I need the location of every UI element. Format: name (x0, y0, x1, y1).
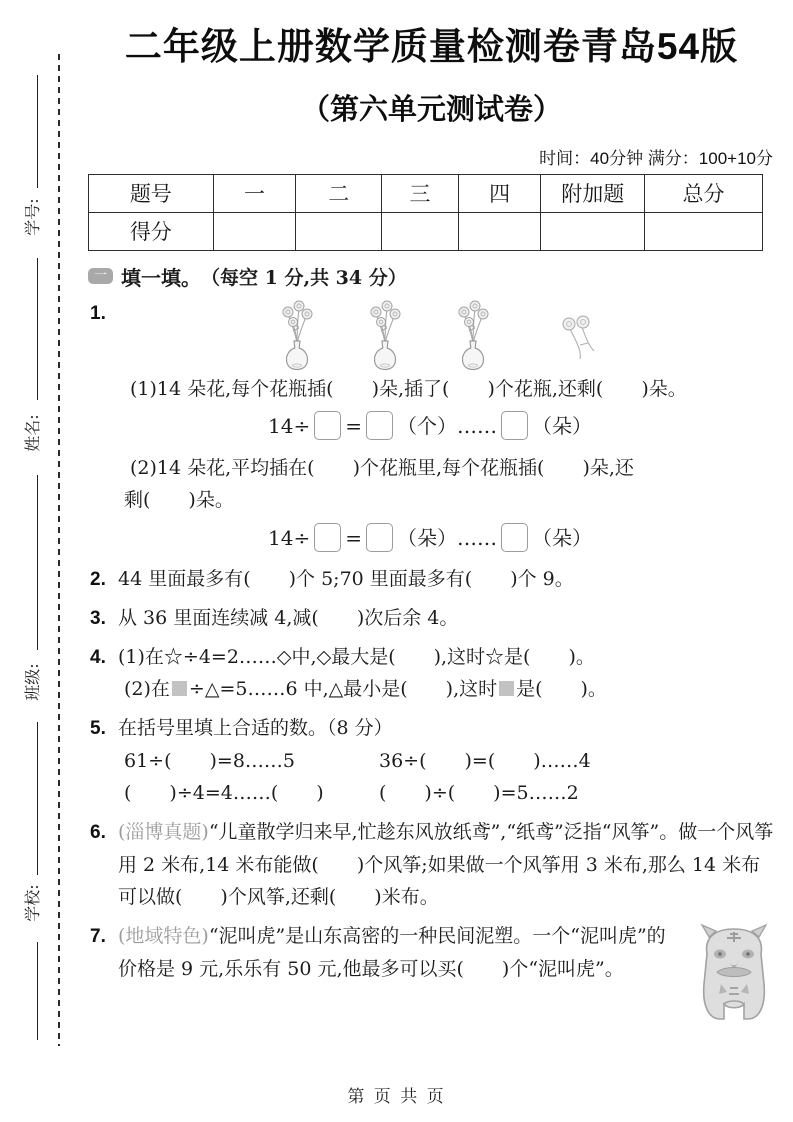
score-cell (382, 212, 459, 250)
q5-equation: ( )÷( )=5……2 (379, 782, 579, 805)
question-number: 4. (90, 646, 106, 668)
loose-flowers-image (556, 311, 598, 361)
flower-vase-image (454, 299, 492, 371)
clay-tiger-illustration (693, 922, 775, 1028)
q5-equation: 61÷( )=8……5 (124, 749, 296, 772)
q1-division-equation-1 (268, 409, 775, 443)
q4-line1: (1)在☆÷4=2……◇中,◇最大是( ),这时☆是( )。 (118, 645, 595, 668)
student-id-label: 学号: (23, 198, 42, 236)
score-table-score-row (89, 212, 763, 250)
score-table (88, 174, 763, 251)
eq-text: = (345, 525, 362, 550)
q5-equation: ( )÷4=4……( ) (124, 782, 324, 805)
paper-subtitle: （第六单元测试卷） (300, 93, 562, 126)
flower-vase-image (278, 299, 316, 371)
student-name-label: 姓名: (23, 414, 42, 452)
answer-box (501, 523, 528, 552)
eq-text: = (345, 414, 362, 439)
blank-line (37, 942, 38, 1040)
question-3 (88, 602, 775, 635)
q7-text: “泥叫虎”是山东高密的一种民间泥塑。一个“泥叫虎”的价格是 9 元,乐乐有 50 元,他最多可以买( )个“泥叫虎”。 (118, 925, 666, 980)
score-cell (296, 212, 382, 250)
flower-vase-image (366, 299, 404, 371)
col-part-2: 二 (296, 174, 382, 212)
q1-division-equation-2 (268, 521, 775, 555)
q6-source-tag: (淄博真题) (118, 821, 209, 844)
eq-text: （个）…… (396, 414, 497, 439)
question-5 (88, 712, 775, 810)
q4-line2-text: (2)在 (124, 678, 170, 701)
q6-text: “儿童散学归来早,忙趁东风放纸鸢”,“纸鸢”泛指“风筝”。做一个风筝用 2 米布,14 米布能做( )个风筝;如果做一个风筝用 3 米布,那么 14 米布可以做( )个风筝,还剩( )米布。 (118, 821, 774, 909)
question-number: 2. (90, 569, 106, 591)
score-cell (458, 212, 541, 250)
answer-box (314, 411, 341, 440)
test-paper (88, 0, 775, 1030)
question-2 (88, 563, 775, 596)
eq-text: （朵）…… (396, 525, 497, 550)
gray-square-icon (499, 681, 514, 696)
section-1-header (88, 262, 775, 291)
answer-box (501, 411, 528, 440)
question-1 (88, 297, 775, 556)
score-cell (541, 212, 645, 250)
q3-text: 从 36 里面连续减 4,减( )次后余 4。 (118, 607, 459, 630)
eq-text: （朵） (531, 525, 592, 550)
q5-instruction: 在括号里填上合适的数。（8 分） (118, 717, 393, 740)
eq-text: （朵） (531, 414, 592, 439)
q1-part1-text: (1)14 朵花,每个花瓶插( )朵,插了( )个花瓶,还剩( )朵。 (130, 377, 687, 400)
q2-text: 44 里面最多有( )个 5;70 里面最多有( )个 9。 (118, 568, 574, 591)
col-part-3: 三 (382, 174, 459, 212)
answer-box (314, 523, 341, 552)
question-number: 1. (90, 302, 106, 324)
col-part-4: 四 (458, 174, 541, 212)
question-number: 6. (90, 822, 106, 844)
answer-box (366, 411, 393, 440)
fold-dashed-line (58, 54, 60, 1046)
eq-text: 14÷ (268, 414, 311, 439)
section-title: 填一填。 (121, 265, 201, 290)
q4-line2-text: ÷△=5……6 中,△最小是( ),这时 (188, 678, 498, 701)
col-bonus: 附加题 (541, 174, 645, 212)
eq-text: 14÷ (268, 525, 311, 550)
question-4 (88, 641, 775, 706)
score-cell (645, 212, 763, 250)
col-total: 总分 (645, 174, 763, 212)
col-part-1: 一 (213, 174, 296, 212)
blank-line (37, 722, 38, 875)
blank-line (37, 475, 38, 650)
question-7 (88, 920, 775, 985)
answer-box (366, 523, 393, 552)
blank-line (37, 75, 38, 188)
q7-source-tag: (地域特色) (118, 925, 209, 948)
section-number-badge: 一 (88, 268, 113, 284)
score-table-header-row (89, 174, 763, 212)
q1-part2-text-line1: (2)14 朵花,平均插在( )个花瓶里,每个花瓶插( )朵,还 (130, 456, 634, 479)
question-number: 3. (90, 608, 106, 630)
q1-part2-text-line2: 剩( )朵。 (124, 489, 234, 512)
section-points-note: （每空 1 分,共 34 分） (201, 266, 407, 289)
class-label: 班级: (23, 663, 42, 701)
time-and-score-info: 时间：40分钟 满分：100+10分 (539, 148, 773, 168)
q5-equations-row1 (118, 745, 775, 778)
q5-equations-row2 (118, 777, 775, 810)
flower-vases-illustration (118, 297, 775, 371)
score-cell (213, 212, 296, 250)
col-question-number: 题号 (89, 174, 214, 212)
school-label: 学校: (23, 884, 42, 922)
blank-line (37, 258, 38, 400)
paper-title: 二年级上册数学质量检测卷青岛54版 (124, 26, 739, 67)
page-footer: 第 页 共 页 (347, 1087, 446, 1107)
question-number: 5. (90, 718, 106, 740)
q4-line2 (118, 673, 775, 706)
score-row-label: 得分 (89, 212, 214, 250)
q5-equation: 36÷( )=( )……4 (379, 749, 591, 772)
gray-square-icon (172, 681, 187, 696)
question-6 (88, 816, 775, 914)
question-number: 7. (90, 926, 106, 948)
q4-line2-text: 是( )。 (516, 678, 607, 701)
